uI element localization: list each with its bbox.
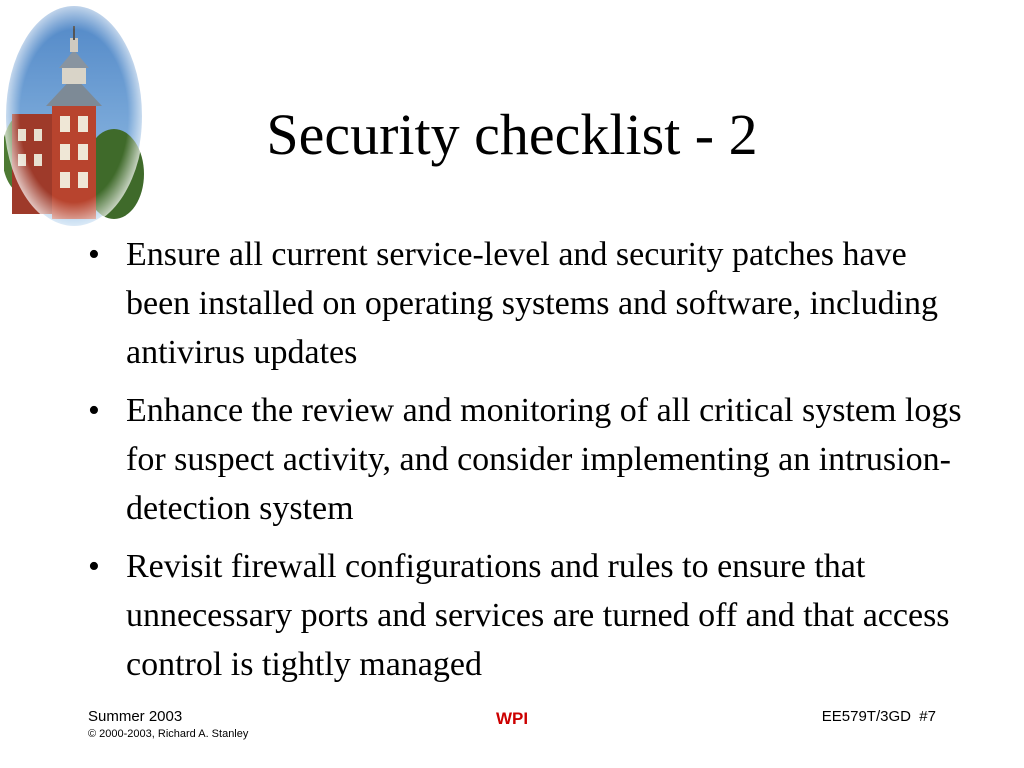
- footer-term: Summer 2003: [88, 708, 183, 725]
- bullet-item: [88, 386, 968, 533]
- footer-wpi-label: WPI: [495, 709, 529, 728]
- bullet-list: [88, 230, 968, 698]
- bullet-icon: •: [88, 236, 100, 273]
- bullet-text: Enhance the review and monitoring of all critical system logs for suspect activity, and consider implementing an intrusion-detection system: [126, 392, 962, 527]
- bullet-icon: •: [88, 392, 100, 429]
- bullet-text: Ensure all current service-level and security patches have been installed on operating systems and software, including antivirus updates: [126, 236, 939, 371]
- bullet-item: [88, 230, 968, 377]
- bullet-text: Revisit firewall configurations and rules to ensure that unnecessary ports and services are turned off and that access control is tightly managed: [126, 548, 950, 683]
- footer-copyright: © 2000-2003, Richard A. Stanley: [88, 728, 249, 740]
- footer-course-page: EE579T/3GD #7: [821, 708, 936, 725]
- bullet-icon: •: [88, 548, 100, 585]
- bullet-item: [88, 542, 968, 689]
- slide-title: Security checklist - 2: [266, 102, 758, 167]
